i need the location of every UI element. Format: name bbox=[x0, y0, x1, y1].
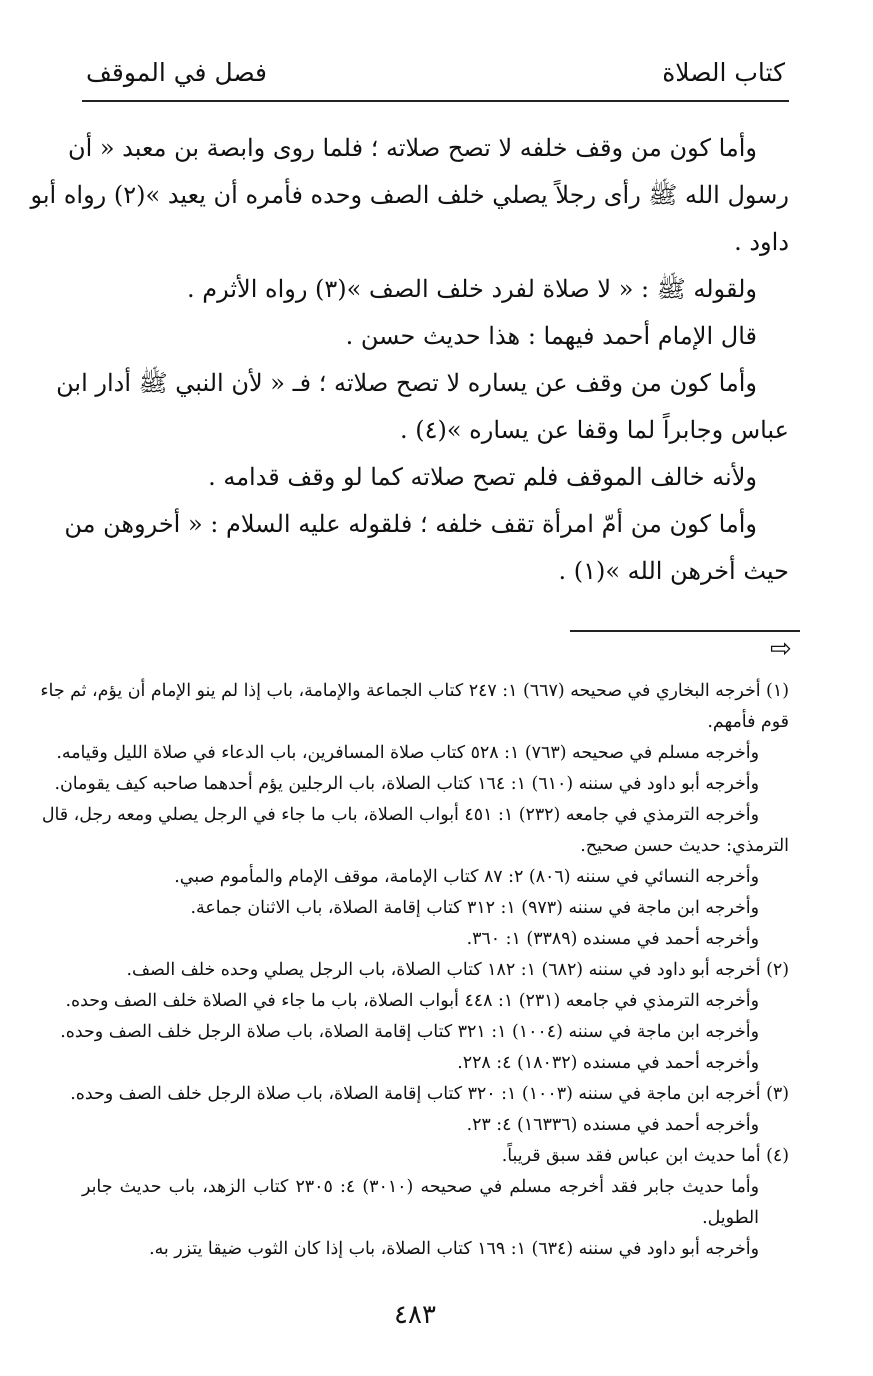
section-title: فصل في الموقف bbox=[86, 58, 268, 87]
footnotes bbox=[40, 676, 789, 1265]
footnote-divider bbox=[570, 630, 800, 632]
text-line: داود . bbox=[734, 228, 789, 256]
footnote-line: وأخرجه النسائي في سننه (٨٠٦) ٢: ٨٧ كتاب الإمامة، موقف الإمام والمأموم صبي. bbox=[174, 867, 759, 887]
text-line: حيث أخرهن الله »(١) . bbox=[558, 557, 789, 585]
footnote-line: وأخرجه الترمذي في جامعه (٢٣٢) ١: ٤٥١ أبواب الصلاة، باب ما جاء في الرجل يصلي ومعه رجل، قال bbox=[41, 805, 759, 825]
footnote-line: قوم فأمهم. bbox=[707, 712, 789, 732]
footnote-line: (٢) أخرجه أبو داود في سننه (٦٨٢) ١: ١٨٢ كتاب الصلاة، باب الرجل يصلي وحده خلف الصف. bbox=[126, 960, 789, 980]
footnote-line: وأخرجه ابن ماجة في سننه (١٠٠٤) ١: ٣٢١ كتاب إقامة الصلاة، باب صلاة الرجل خلف الصف وحده. bbox=[60, 1022, 759, 1042]
text-line: ولأنه خالف الموقف فلم تصح صلاته كما لو وقف قدامه . bbox=[208, 463, 757, 491]
page-number: ٤٨٣ bbox=[394, 1300, 436, 1330]
continuation-arrow-icon: ⇨ bbox=[770, 634, 792, 664]
footnote-line: وأخرجه أبو داود في سننه (٦٣٤) ١: ١٦٩ كتاب الصلاة، باب إذا كان الثوب ضيقا يتزر به. bbox=[149, 1239, 759, 1259]
book-title: كتاب الصلاة bbox=[662, 58, 785, 87]
footnote-line: الترمذي: حديث حسن صحيح. bbox=[580, 836, 789, 856]
text-line: قال الإمام أحمد فيهما : هذا حديث حسن . bbox=[345, 322, 757, 350]
footnote-line: (٤) أما حديث ابن عباس فقد سبق قريباً. bbox=[501, 1146, 789, 1166]
footnote-line: وأخرجه ابن ماجة في سننه (٩٧٣) ١: ٣١٢ كتاب إقامة الصلاة، باب الاثنان جماعة. bbox=[190, 898, 759, 918]
text-line: وأما كون من وقف خلفه لا تصح صلاته ؛ فلما روى وابصة بن معبد « أن bbox=[67, 134, 757, 162]
footnote-line: وأخرجه أحمد في مسنده (١٨٠٣٢) ٤: ٢٢٨. bbox=[457, 1053, 759, 1073]
footnote-line: وأخرجه مسلم في صحيحه (٧٦٣) ١: ٥٢٨ كتاب صلاة المسافرين، باب الدعاء في صلاة الليل وقيامه. bbox=[56, 743, 759, 763]
footnote-line: وأخرجه أحمد في مسنده (٣٣٨٩) ١: ٣٦٠. bbox=[466, 929, 759, 949]
footnote-line: (٣) أخرجه ابن ماجة في سننه (١٠٠٣) ١: ٣٢٠ كتاب إقامة الصلاة، باب صلاة الرجل خلف الصف وحده. bbox=[70, 1084, 789, 1104]
text-line: رسول الله ﷺ رأى رجلاً يصلي خلف الصف وحده فأمره أن يعيد »(٢) رواه أبو bbox=[30, 181, 789, 209]
header-divider bbox=[82, 100, 789, 102]
text-line: وأما كون من أمّ امرأة تقف خلفه ؛ فلقوله عليه السلام : « أخروهن من bbox=[64, 510, 757, 538]
footnote-line: وأما حديث جابر فقد أخرجه مسلم في صحيحه (٣٠١٠) ٤: ٢٣٠٥ كتاب الزهد، باب حديث جابر bbox=[82, 1177, 759, 1197]
footnote-line: وأخرجه الترمذي في جامعه (٢٣١) ١: ٤٤٨ أبواب الصلاة، باب ما جاء في الصلاة خلف الصف وحده. bbox=[65, 991, 759, 1011]
footnote-line: وأخرجه أحمد في مسنده (١٦٣٣٦) ٤: ٢٣. bbox=[466, 1115, 759, 1135]
footnote-line: (١) أخرجه البخاري في صحيحه (٦٦٧) ١: ٢٤٧ كتاب الجماعة والإمامة، باب إذا لم ينو الإمام أن يؤم، ثم جاء bbox=[40, 681, 789, 701]
text-line: وأما كون من وقف عن يساره لا تصح صلاته ؛ فـ « لأن النبي ﷺ أدار ابن bbox=[56, 369, 757, 397]
main-text bbox=[30, 125, 789, 595]
footnote-line: وأخرجه أبو داود في سننه (٦١٠) ١: ١٦٤ كتاب الصلاة، باب الرجلين يؤم أحدهما صاحبه كيف يقومان. bbox=[54, 774, 759, 794]
text-line: ولقوله ﷺ : « لا صلاة لفرد خلف الصف »(٣) رواه الأثرم . bbox=[186, 275, 757, 303]
footnote-line: الطويل. bbox=[702, 1208, 759, 1228]
text-line: عباس وجابراً لما وقفا عن يساره »(٤) . bbox=[399, 416, 789, 444]
